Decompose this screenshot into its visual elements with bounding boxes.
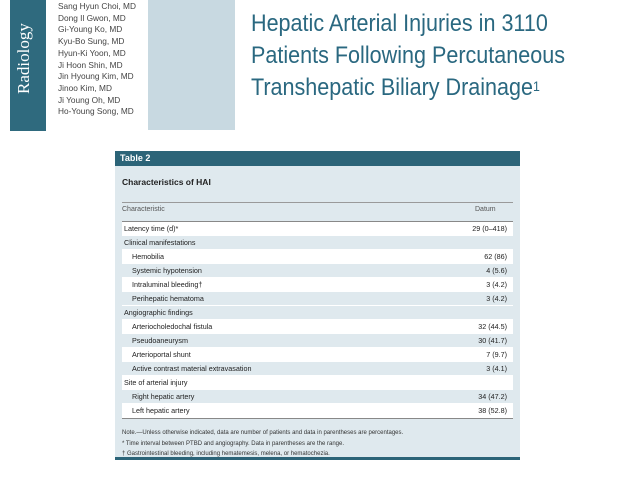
column-header-characteristic: Characteristic	[122, 206, 165, 213]
table-row	[122, 292, 513, 306]
table-row	[122, 250, 513, 264]
row-label: Perihepatic hematoma	[132, 294, 204, 303]
table-row	[122, 334, 513, 348]
row-value: 29 (0–418)	[472, 224, 507, 233]
table-row	[122, 362, 513, 376]
row-value: 3 (4.2)	[486, 280, 507, 289]
row-value: 62 (86)	[484, 252, 507, 261]
row-value: 3 (4.2)	[486, 294, 507, 303]
author-name: Ji Hoon Shin, MD	[58, 59, 123, 70]
table-body	[115, 166, 520, 457]
row-label: Pseudoaneurysm	[132, 336, 188, 345]
table-column-headers	[122, 202, 513, 218]
author-name: Jinoo Kim, MD	[58, 82, 112, 93]
table-label: Table 2	[115, 151, 520, 166]
table-row	[122, 404, 513, 418]
data-table	[115, 151, 520, 460]
title-footnote-mark: 1	[533, 78, 540, 94]
row-label: Right hepatic artery	[132, 392, 195, 401]
table-footnote: † Gastrointestinal bleeding, including hematemesis, melena, or hematochezia.	[122, 451, 330, 457]
row-label: Left hepatic artery	[132, 406, 190, 415]
journal-name: Radiology	[14, 23, 33, 94]
table-notes	[122, 428, 513, 460]
row-value: 34 (47.2)	[478, 392, 507, 401]
author-name: Dong Il Gwon, MD	[58, 12, 126, 23]
table-row	[122, 390, 513, 404]
author-name: Kyu-Bo Sung, MD	[58, 36, 125, 47]
table-row	[122, 348, 513, 362]
author-list	[58, 1, 136, 118]
author-name: Gi-Young Ko, MD	[58, 24, 123, 35]
row-label: Active contrast material extravasation	[132, 364, 252, 373]
column-header-datum: Datum	[475, 206, 496, 213]
author-name: Hyun-Ki Yoon, MD	[58, 47, 126, 58]
journal-banner	[10, 0, 46, 131]
table-footnote: Note.—Unless otherwise indicated, data are number of patients and data in parentheses are percentages.	[122, 430, 404, 436]
author-name: Ho-Young Song, MD	[58, 106, 134, 117]
article-title	[251, 8, 585, 104]
title-line-3-text: Transhepatic Biliary Drainage	[251, 74, 534, 101]
author-name: Sang Hyun Choi, MD	[58, 1, 136, 11]
table-row	[122, 222, 513, 236]
table-footnote: * Time interval between PTBD and angiography. Data in parentheses are the range.	[122, 440, 345, 447]
table-rows	[122, 221, 513, 419]
author-name: Ji Young Oh, MD	[58, 94, 121, 105]
table-title: Characteristics of HAI	[122, 177, 211, 187]
row-value: 38 (52.8)	[478, 406, 507, 415]
row-value: 32 (44.5)	[478, 322, 507, 331]
row-label: Arterioportal shunt	[132, 350, 191, 359]
row-label: Angiographic findings	[124, 308, 193, 317]
title-line-1: Hepatic Arterial Injuries in 3110	[251, 10, 548, 37]
row-label: Latency time (d)*	[124, 224, 179, 233]
row-label: Clinical manifestations	[124, 238, 196, 247]
row-value: 4 (5.6)	[486, 266, 507, 275]
table-row	[122, 278, 513, 292]
row-label: Intraluminal bleeding†	[132, 280, 203, 289]
row-label: Arteriocholedochal fistula	[132, 322, 213, 331]
row-value: 3 (4.1)	[486, 364, 507, 373]
row-label: Site of arterial injury	[124, 378, 188, 387]
row-label: Hemobilia	[132, 252, 164, 261]
table-row	[122, 320, 513, 334]
row-label: Systemic hypotension	[132, 266, 202, 275]
author-name: Jin Hyoung Kim, MD	[58, 71, 134, 82]
row-value: 7 (9.7)	[486, 350, 507, 359]
table-row	[122, 236, 513, 250]
table-row	[122, 306, 513, 320]
placeholder-image	[148, 0, 235, 130]
title-line-2: Patients Following Percutaneous	[251, 42, 566, 69]
table-row	[122, 376, 513, 390]
row-value: 30 (41.7)	[478, 336, 507, 345]
table-row	[122, 264, 513, 278]
title-line-3	[251, 72, 585, 104]
